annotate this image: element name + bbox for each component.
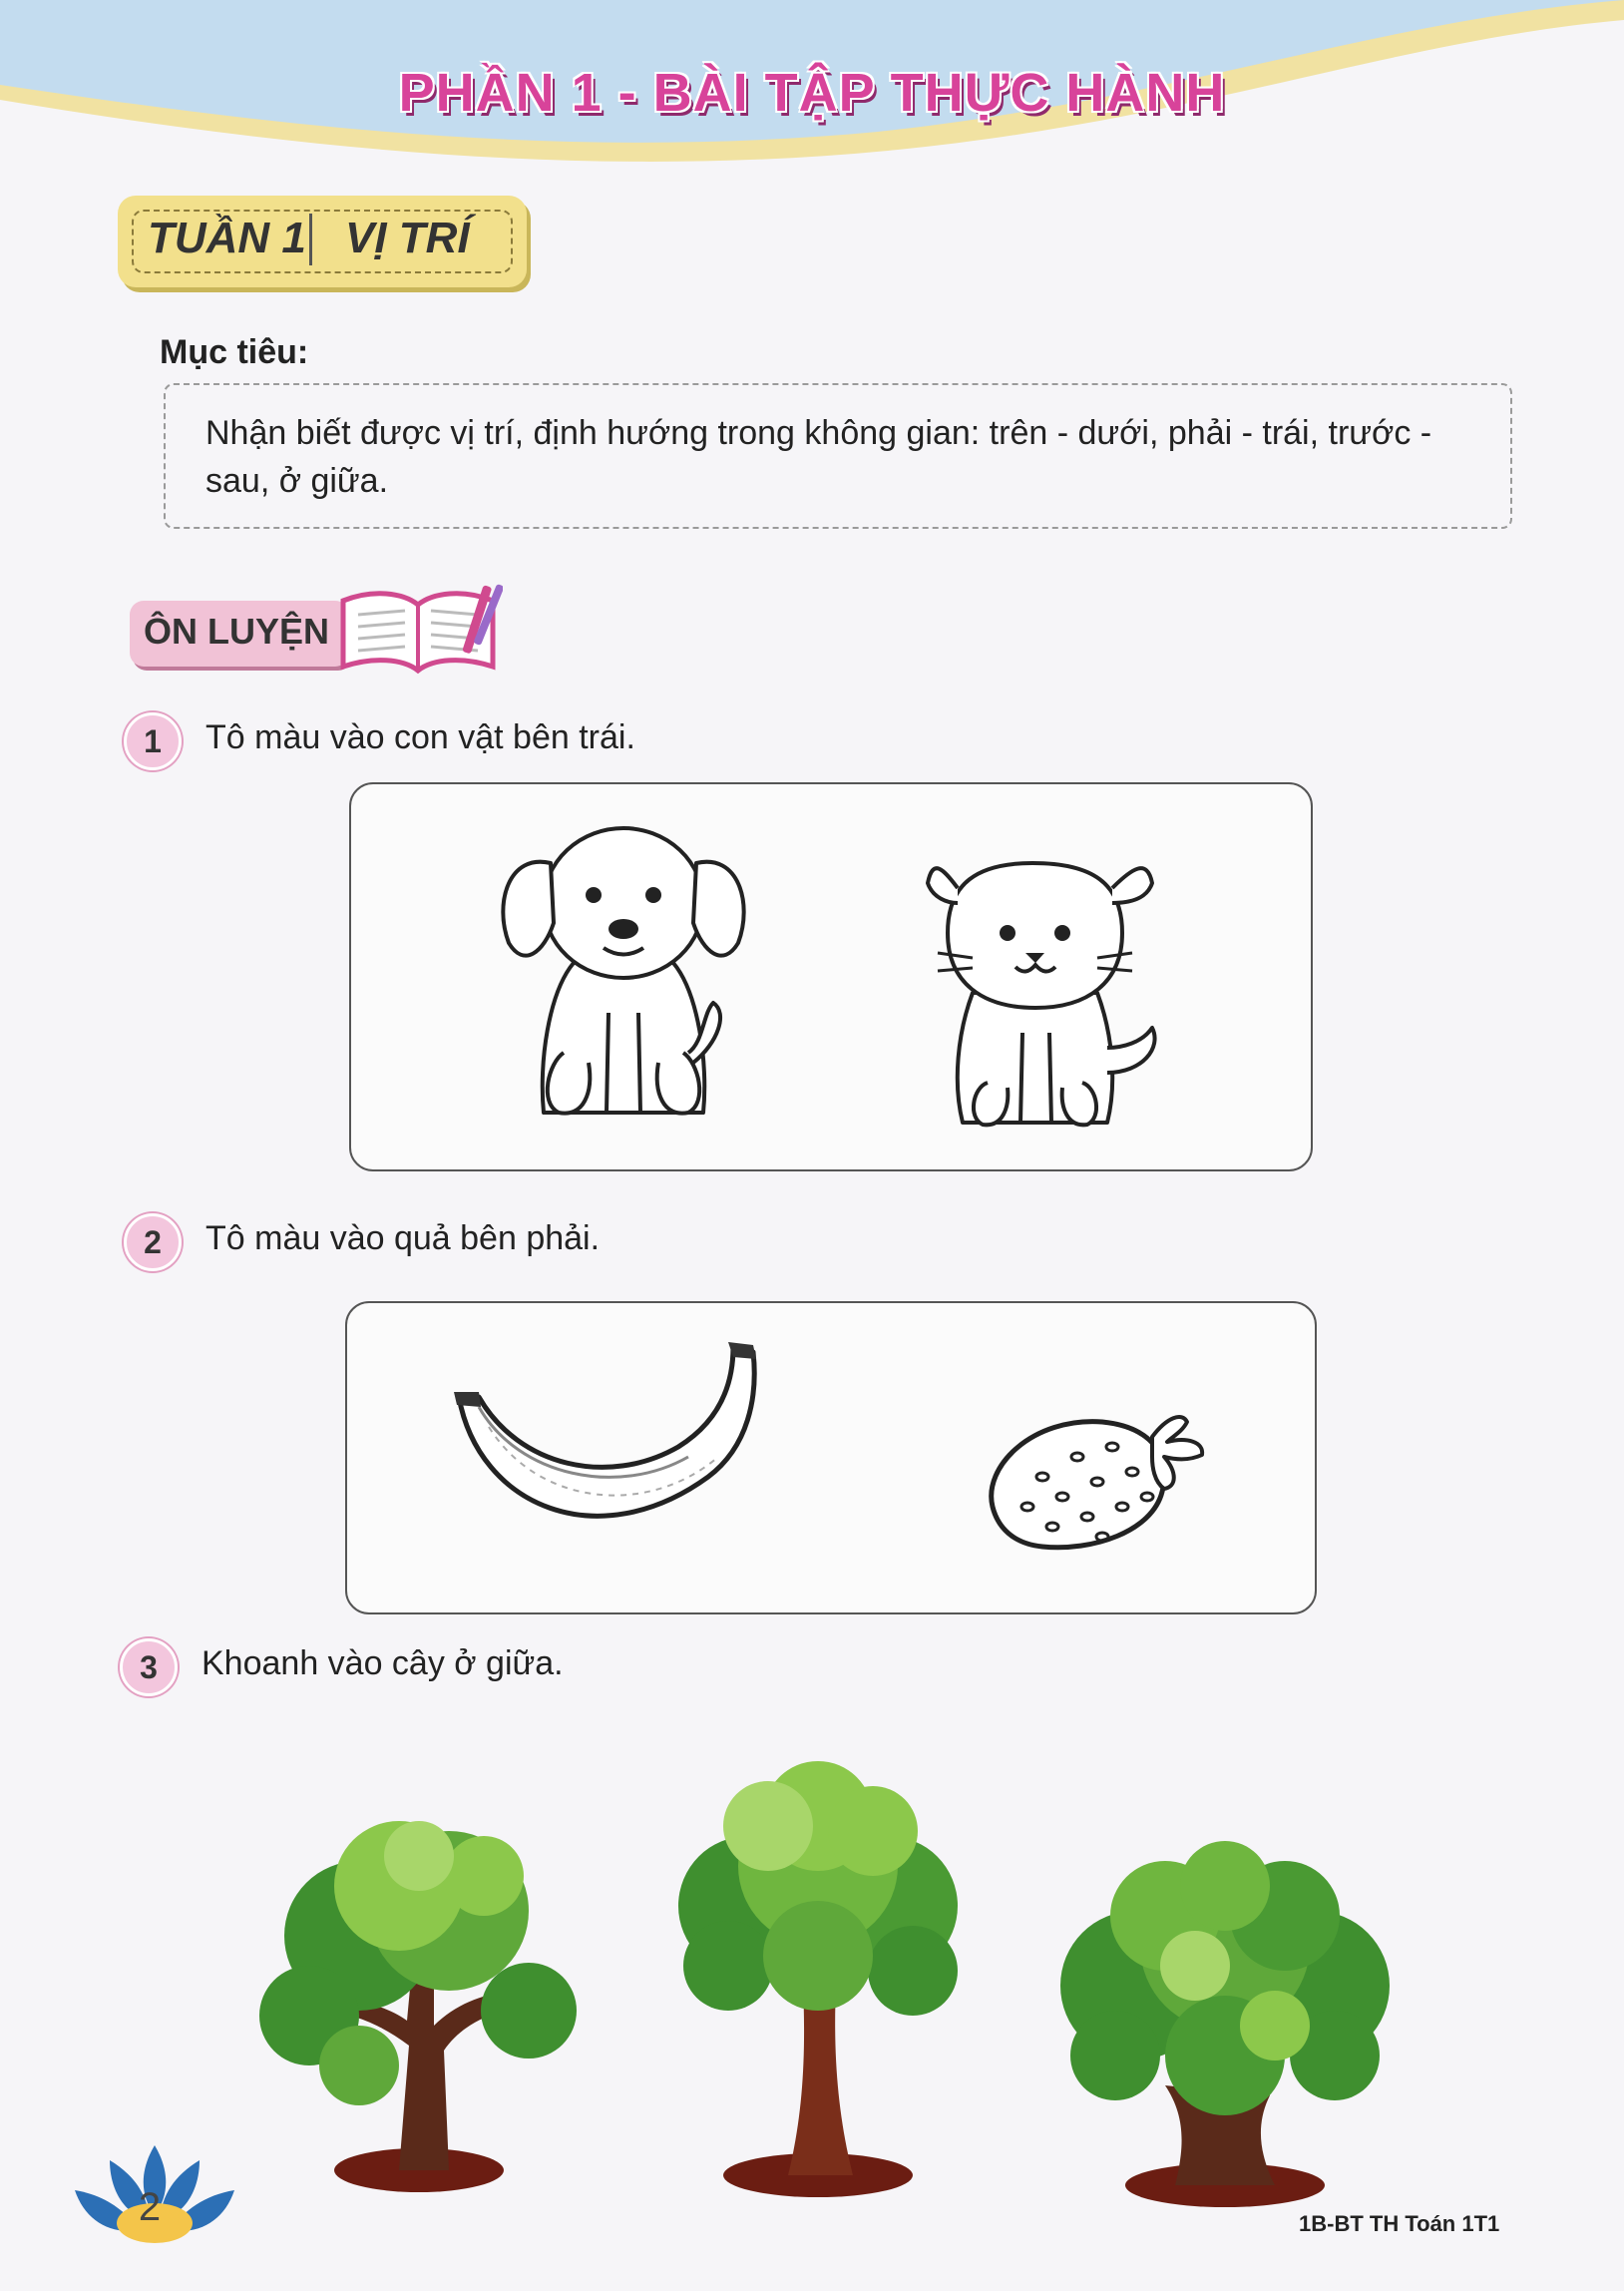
question-text-3: Khoanh vào cây ở giữa.	[202, 1644, 564, 1682]
dog-outline-icon	[489, 813, 758, 1143]
open-book-icon	[333, 579, 503, 679]
week-label: TUẦN 1	[148, 214, 306, 262]
question-number-2: 2	[124, 1213, 182, 1271]
tree-left-icon	[249, 1816, 589, 2205]
week-separator	[309, 214, 312, 265]
strawberry-outline-icon	[983, 1407, 1212, 1557]
cat-outline-icon	[918, 843, 1167, 1143]
page-title: PHẦN 1 - BÀI TẬP THỰC HÀNH	[398, 63, 1226, 123]
objective-text: Nhận biết được vị trí, định hướng trong không gian: trên - dưới, phải - trái, trước - sau, ở giữa.	[205, 414, 1432, 500]
week-topic: VỊ TRÍ	[345, 214, 470, 262]
review-label: ÔN LUYỆN	[144, 611, 330, 652]
question-number-1: 1	[124, 712, 182, 770]
page-number: 2	[138, 2185, 162, 2229]
tree-right-icon	[1045, 1826, 1405, 2215]
question-number-3: 3	[120, 1638, 178, 1696]
question-text-1: Tô màu vào con vật bên trái.	[205, 718, 635, 756]
objective-label: Mục tiêu:	[160, 333, 309, 371]
question-text-2: Tô màu vào quả bên phải.	[205, 1219, 601, 1257]
banana-outline-icon	[449, 1337, 768, 1567]
tree-middle-icon	[668, 1756, 968, 2205]
book-code: 1B-BT TH Toán 1T1	[1299, 2211, 1500, 2236]
